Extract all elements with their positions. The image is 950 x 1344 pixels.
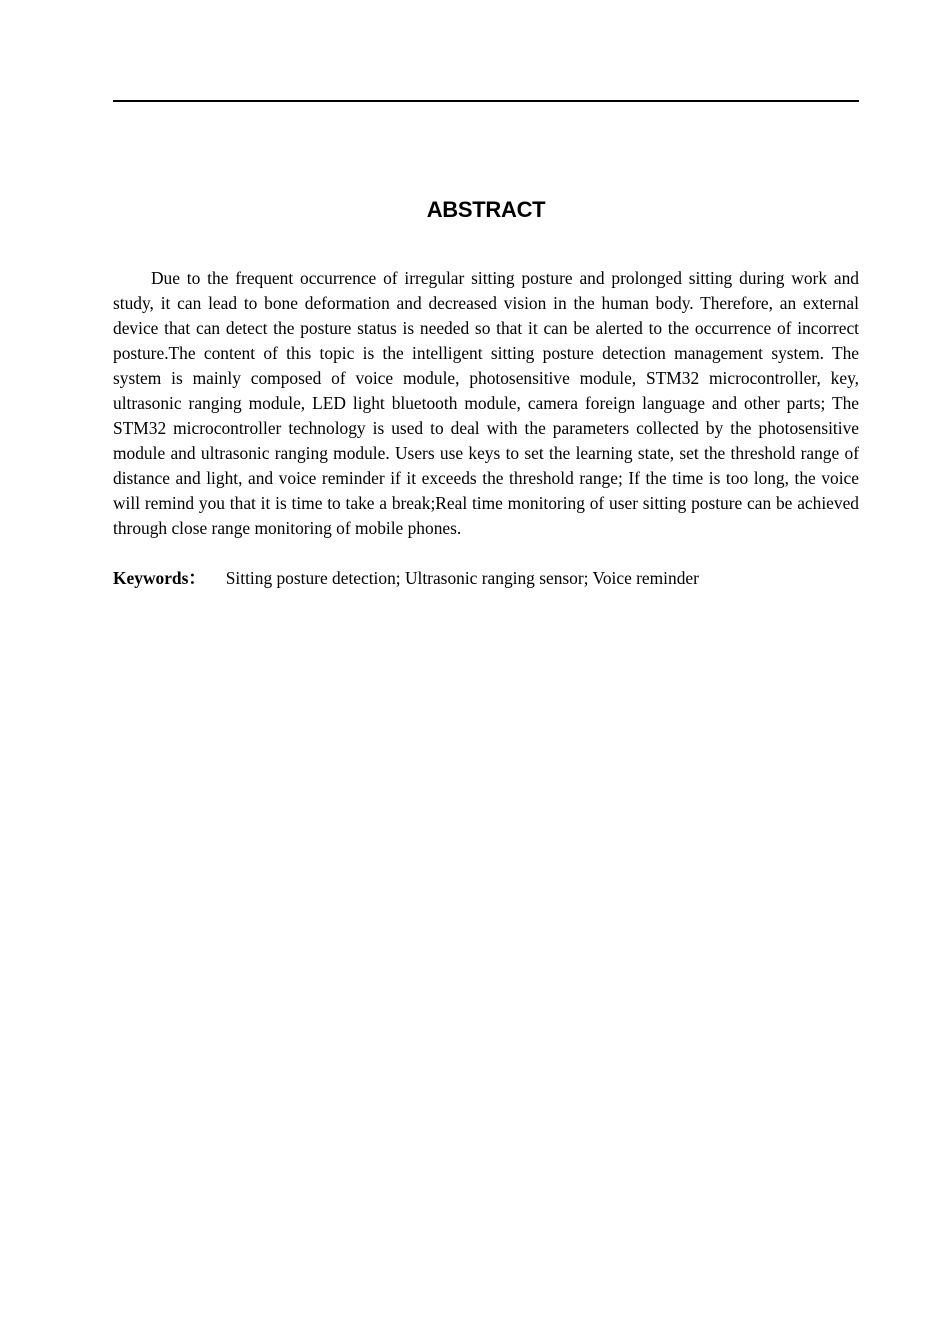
keywords-label: Keywords： [113, 568, 206, 588]
keywords-text: Sitting posture detection; Ultrasonic ranging sensor; Voice reminder [225, 568, 699, 588]
abstract-title: ABSTRACT [426, 197, 546, 222]
keywords-line [113, 566, 859, 591]
abstract-body: Due to the frequent occurrence of irregular sitting posture and prolonged sitting during work and study, it can lead to bone deformation and decreased vision in the human body. Therefore, an external device that can detect the posture status is needed so that it can be alerted to the occurrence of incorrect posture.The content of this topic is the intelligent sitting posture detection management system. The system is mainly composed of voice module, photosensitive module, STM32 microcontroller, key, ultrasonic ranging module, LED light bluetooth module, camera foreign language and other parts; The STM32 microcontroller technology is used to deal with the parameters collected by the photosensitive module and ultrasonic ranging module. Users use keys to set the learning state, set the threshold range of distance and light, and voice reminder if it exceeds the threshold range; If the time is too long, the voice will remind you that it is time to take a break;Real time monitoring of user sitting posture can be achieved through close range monitoring of mobile phones. [113, 268, 859, 538]
header-rule [113, 100, 859, 102]
